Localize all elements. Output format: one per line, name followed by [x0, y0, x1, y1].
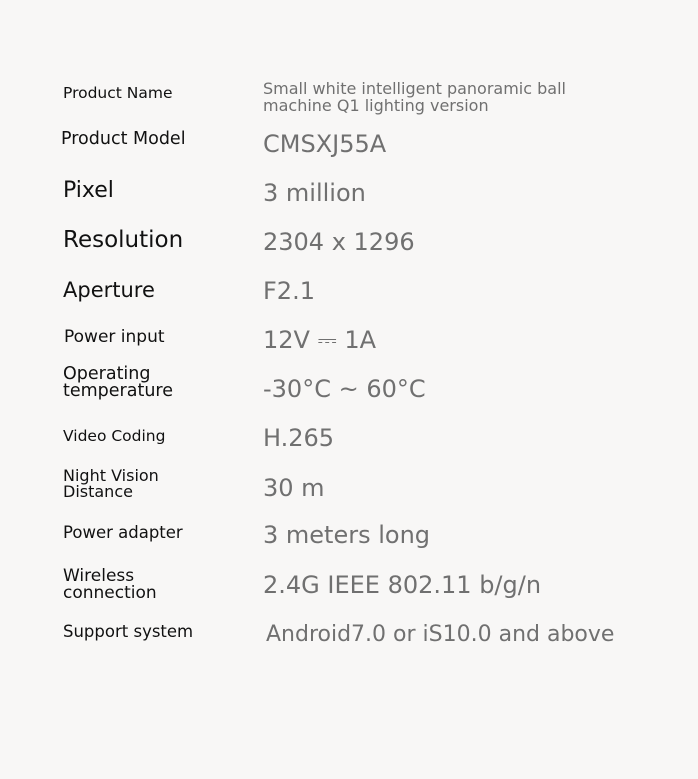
operating-temperature-label-line-2: temperature	[63, 381, 173, 402]
pixel-value: 3 million	[263, 179, 366, 207]
video-coding-label: Video Coding	[63, 427, 166, 445]
operating-temperature-value: -30°C ~ 60°C	[263, 375, 426, 403]
product-model-label: Product Model	[61, 129, 186, 149]
aperture-value: F2.1	[263, 277, 315, 305]
wireless-connection-label	[63, 568, 157, 601]
product-name-value	[263, 81, 566, 115]
wireless-connection-label-line-1: Wireless	[63, 566, 135, 586]
operating-temperature-label-line-1: Operating	[63, 364, 151, 384]
night-vision-distance-label-line-1: Night Vision	[63, 466, 159, 485]
operating-temperature-label	[63, 366, 173, 400]
wireless-connection-value: 2.4G IEEE 802.11 b/g/n	[263, 571, 542, 599]
pixel-label: Pixel	[63, 178, 114, 203]
night-vision-distance-label-line-2: Distance	[63, 481, 133, 501]
power-adapter-label: Power adapter	[63, 523, 183, 542]
product-model-value: CMSXJ55A	[263, 130, 387, 158]
resolution-label: Resolution	[63, 227, 184, 253]
power-input-label: Power input	[64, 327, 165, 347]
night-vision-distance-label	[63, 468, 159, 499]
power-adapter-value: 3 meters long	[263, 521, 431, 549]
product-name-value-line-2: machine Q1 lighting version	[263, 95, 489, 115]
power-input-value: 12V ⎓ 1A	[263, 326, 377, 354]
resolution-value: 2304 x 1296	[263, 228, 415, 256]
wireless-connection-label-line-2: connection	[63, 582, 157, 603]
support-system-value: Android7.0 or iS10.0 and above	[266, 622, 615, 647]
support-system-label: Support system	[63, 622, 194, 641]
product-name-value-line-1: Small white intelligent panoramic ball	[263, 79, 566, 98]
aperture-label: Aperture	[63, 278, 155, 302]
product-name-label: Product Name	[63, 84, 173, 102]
night-vision-distance-value: 30 m	[263, 474, 325, 502]
video-coding-value: H.265	[263, 424, 335, 452]
